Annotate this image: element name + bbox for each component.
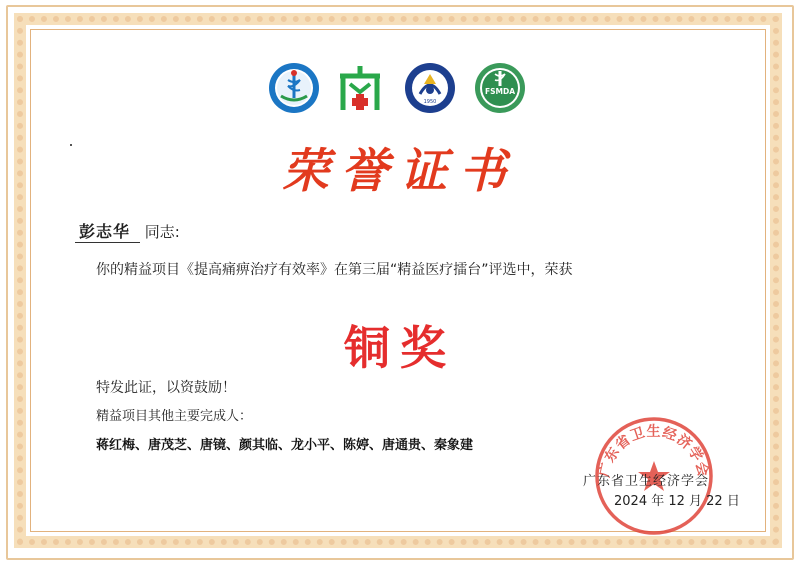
recipient-suffix: 同志: bbox=[144, 223, 180, 241]
association-logo-icon bbox=[268, 62, 320, 114]
issue-date: 2024 年 12 月 22 日 bbox=[614, 494, 740, 509]
recipient-name: 彭志华 bbox=[75, 222, 140, 243]
university-emblem-year: 1950 bbox=[423, 99, 437, 105]
members-label: 精益项目其他主要完成人： bbox=[96, 409, 253, 424]
issue-statement: 特发此证，以资鼓励！ bbox=[96, 380, 236, 396]
seal-text: 广东省卫生经济学会 bbox=[596, 424, 712, 479]
fsmda-logo-icon bbox=[474, 62, 526, 114]
certificate-body-text: 你的精益项目《提高痛痹治疗有效率》在第三届“精益医疗擂台”评选中，荣获 bbox=[96, 262, 573, 278]
recipient-line bbox=[75, 219, 180, 242]
issuing-organization: 广东省卫生经济学会 bbox=[583, 474, 710, 489]
logo-row bbox=[268, 62, 530, 118]
certificate-title: 荣誉证书 bbox=[282, 144, 518, 199]
hospital-cross-logo-icon bbox=[334, 62, 386, 114]
university-emblem-icon bbox=[404, 62, 456, 114]
fsmda-logo-text: FSMDA bbox=[484, 87, 516, 96]
award-name: 铜奖 bbox=[344, 321, 456, 375]
members-list: 蒋红梅、唐茂芝、唐镜、颜其临、龙小平、陈婷、唐通贵、秦象建 bbox=[96, 438, 474, 453]
